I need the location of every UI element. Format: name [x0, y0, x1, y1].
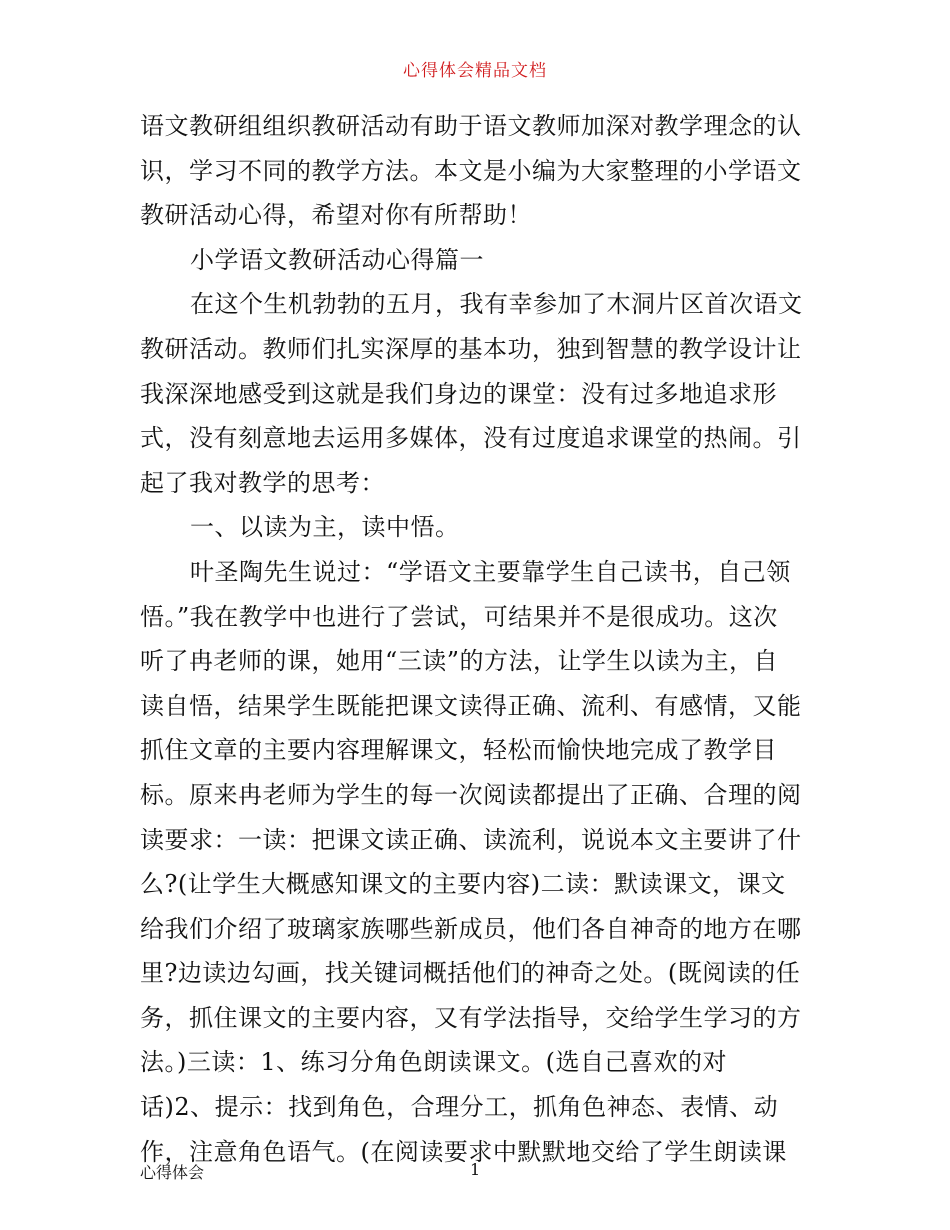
body-line: 语文教研组组织教研活动有助于语文教师加深对教学理念的认 [140, 112, 802, 140]
body-line: 叶圣陶先生说过：“学语文主要靠学生自己读书，自己领 [190, 557, 791, 586]
body-line: 里?边读边勾画，找关键词概括他们的神奇之处。(既阅读的任 [140, 959, 801, 988]
page-footer [140, 1160, 812, 1190]
section-heading: 小学语文教研活动心得篇一 [190, 245, 484, 274]
page-header-title: 心得体会精品文档 [403, 61, 547, 81]
body-line: 务，抓住课文的主要内容，又有学法指导，交给学生学习的方 [140, 1003, 802, 1032]
document-body [140, 104, 812, 1174]
body-line: 识，学习不同的教学方法。本文是小编为大家整理的小学语文 [140, 156, 802, 185]
body-line: 读要求：一读：把课文读正确、读流利，说说本文主要讲了什 [140, 825, 802, 854]
body-line: 标。原来冉老师为学生的每一次阅读都提出了正确、合理的阅 [140, 780, 802, 809]
body-line: 起了我对教学的思考： [140, 468, 385, 497]
subsection-heading: 一、以读为主，读中悟。 [190, 513, 460, 542]
body-line: 我深深地感受到这就是我们身边的课堂：没有过多地追求形 [140, 379, 777, 408]
body-line: 读自悟，结果学生既能把课文读得正确、流利、有感情，又能 [140, 691, 802, 720]
body-line: 悟。”我在教学中也进行了尝试，可结果并不是很成功。这次 [140, 602, 778, 631]
body-line: 作，注意角色语气。(在阅读要求中默默地交给了学生朗读课 [140, 1137, 787, 1166]
body-line: 教研活动。教师们扎实深厚的基本功，独到智慧的教学设计让 [140, 334, 802, 363]
body-line: 话)2、提示：找到角色，合理分工，抓角色神态、表情、动 [140, 1093, 779, 1122]
body-line: 听了冉老师的课，她用“三读”的方法，让学生以读为主，自 [140, 647, 779, 676]
body-line: 么?(让学生大概感知课文的主要内容)二读：默读课文，课文 [140, 870, 786, 899]
body-line: 在这个生机勃勃的五月，我有幸参加了木洞片区首次语文 [190, 290, 803, 319]
page-number: 1 [470, 1160, 481, 1179]
body-line: 给我们介绍了玻璃家族哪些新成员，他们各自神奇的地方在哪 [140, 914, 802, 943]
body-line: 法。)三读：1、练习分角色朗读课文。(选自己喜欢的对 [140, 1048, 727, 1077]
body-line: 抓住文章的主要内容理解课文，轻松而愉快地完成了教学目 [140, 736, 777, 765]
footer-label: 心得体会 [140, 1163, 205, 1182]
body-line: 式，没有刻意地去运用多媒体，没有过度追求课堂的热闹。引 [140, 424, 802, 453]
body-line: 教研活动心得，希望对你有所帮助！ [140, 201, 532, 230]
